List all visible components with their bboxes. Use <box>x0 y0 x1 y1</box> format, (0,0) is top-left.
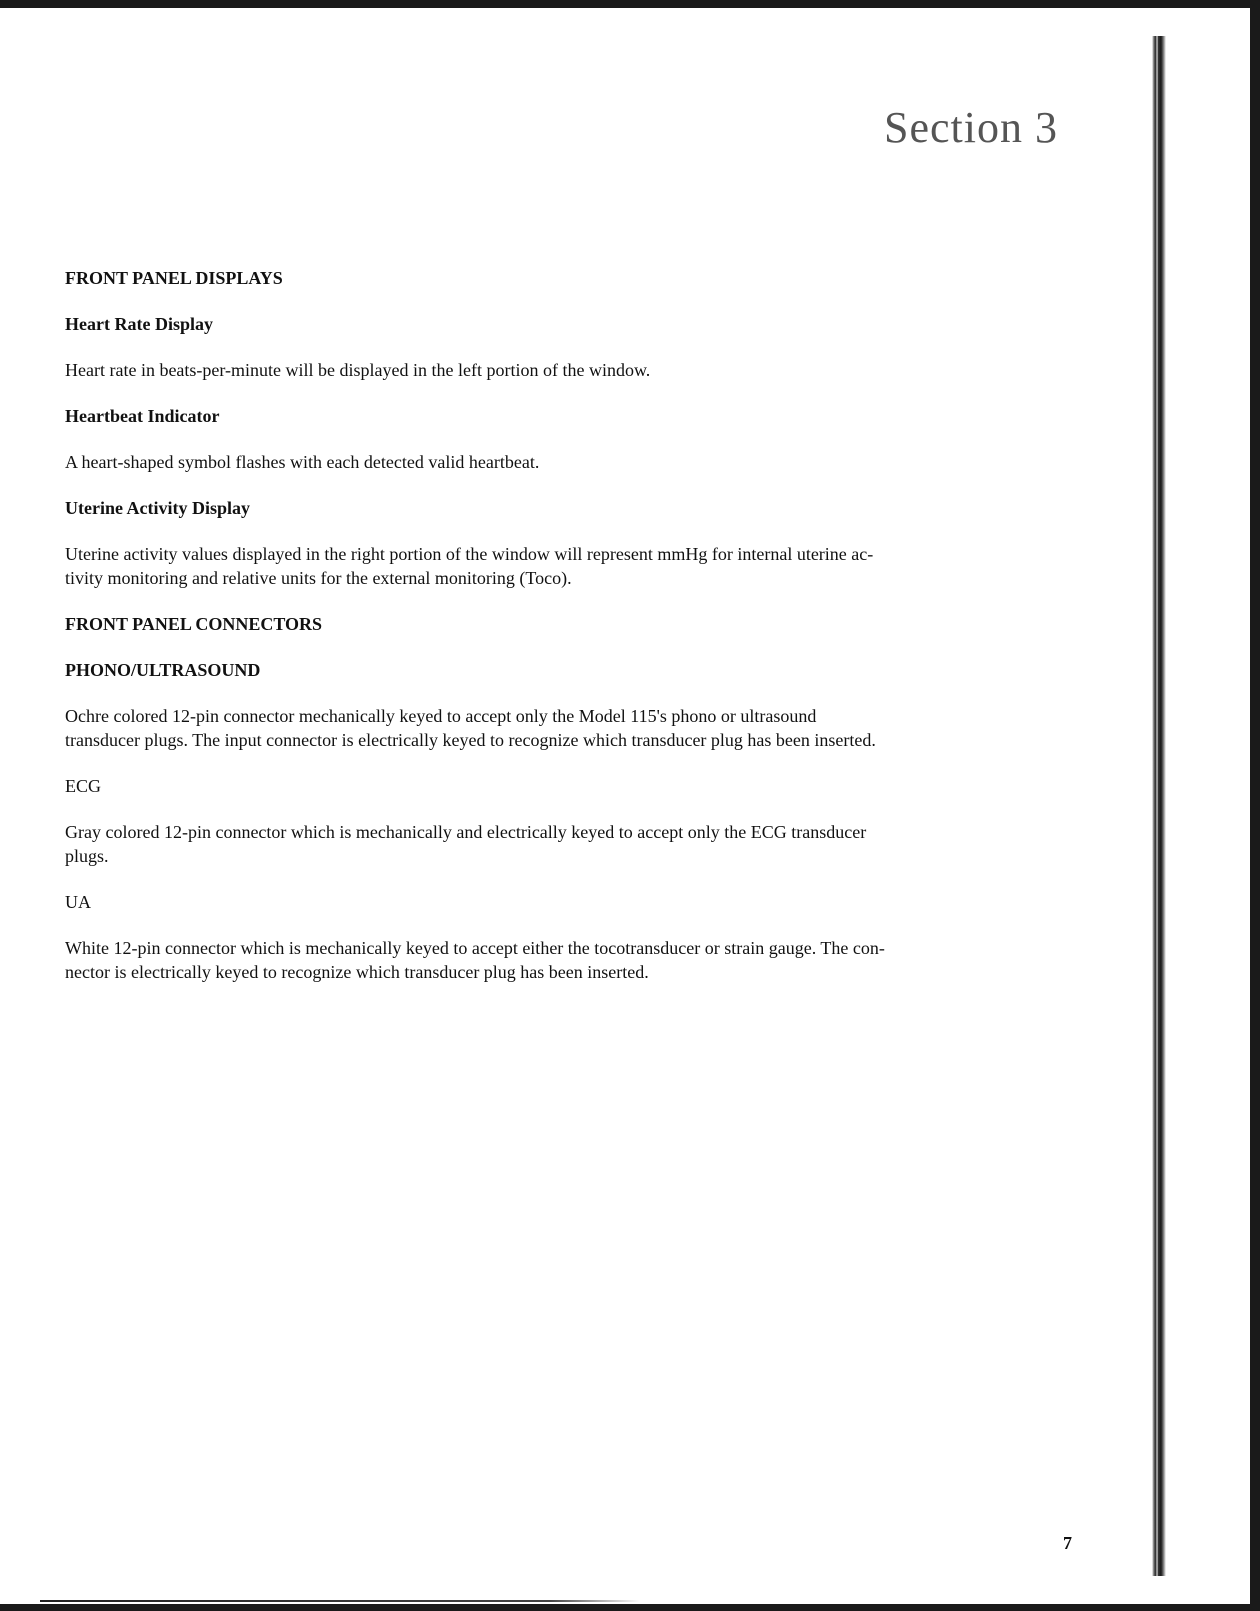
para-phono-line2: transducer plugs. The input connector is electrically keyed to recognize which transducer plug has been inserted. <box>65 730 876 750</box>
para-ecg-line2: plugs. <box>65 846 109 866</box>
para-ecg-line1: Gray colored 12-pin connector which is mechanically and electrically keyed to accept only the ECG transducer <box>65 822 867 842</box>
page-number: 7 <box>1063 1533 1072 1553</box>
heading-heart-rate-display: Heart Rate Display <box>65 314 213 334</box>
para-heartbeat-indicator: A heart-shaped symbol flashes with each detected valid heartbeat. <box>65 452 540 472</box>
para-ua-line1: White 12-pin connector which is mechanically keyed to accept either the tocotransducer or strain gauge. The con- <box>65 938 885 958</box>
para-uterine-activity-line1: Uterine activity values displayed in the right portion of the window will represent mmHg for internal uterine ac- <box>65 544 874 564</box>
heading-uterine-activity-display: Uterine Activity Display <box>65 498 250 518</box>
para-heart-rate: Heart rate in beats-per-minute will be displayed in the left portion of the window. <box>65 360 651 380</box>
document-body <box>65 266 1065 984</box>
section-title: Section 3 <box>884 103 1058 152</box>
heading-front-panel-connectors: FRONT PANEL CONNECTORS <box>65 614 323 634</box>
heading-ecg: ECG <box>65 776 101 796</box>
heading-ua: UA <box>65 892 91 912</box>
scan-bottom-edge <box>40 1600 640 1602</box>
document-page <box>0 8 1250 1604</box>
scan-binding-shadow <box>1152 36 1166 1576</box>
para-uterine-activity-line2: tivity monitoring and relative units for the external monitoring (Toco). <box>65 568 572 588</box>
heading-phono-ultrasound: PHONO/ULTRASOUND <box>65 660 261 680</box>
para-ua-line2: nector is electrically keyed to recognize which transducer plug has been inserted. <box>65 962 649 982</box>
heading-front-panel-displays: FRONT PANEL DISPLAYS <box>65 268 283 288</box>
heading-heartbeat-indicator: Heartbeat Indicator <box>65 406 220 426</box>
para-phono-line1: Ochre colored 12-pin connector mechanically keyed to accept only the Model 115's phono or ultrasound <box>65 706 817 726</box>
